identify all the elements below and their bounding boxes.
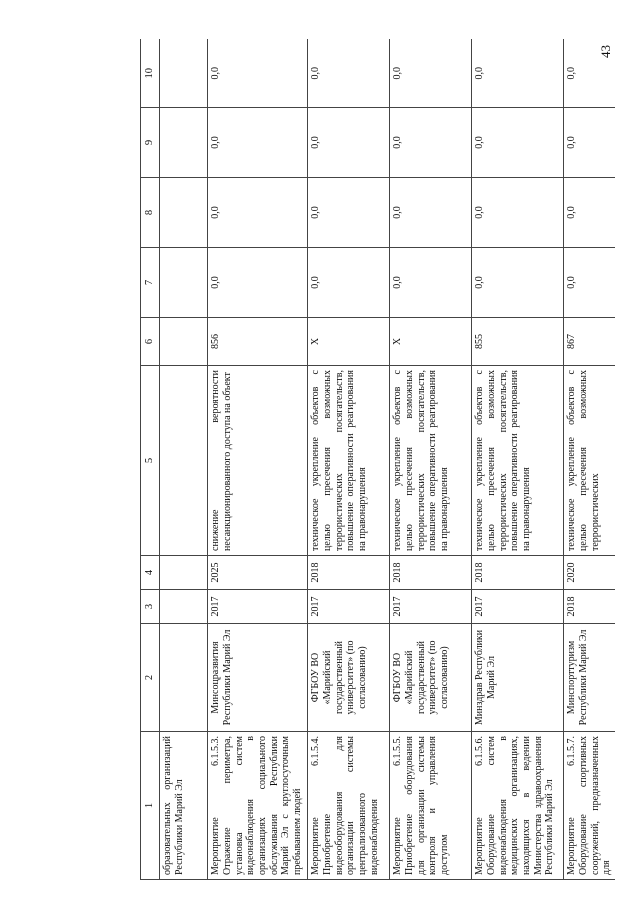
- table-row: [390, 40, 472, 880]
- col-header: 9: [141, 108, 160, 178]
- cell-executor: ФГБОУ ВО «Марийский государственный университет» (по согласованию): [308, 624, 390, 732]
- cell-executor: ФГБОУ ВО «Марийский государственный университет» (по согласованию): [390, 624, 472, 732]
- cell-value: 0,0: [208, 40, 308, 108]
- table-row: [208, 40, 308, 880]
- col-header: 2: [141, 624, 160, 732]
- cell-result: [160, 366, 208, 556]
- cell-end-year: 2018: [472, 556, 564, 590]
- rotated-table-page: [140, 40, 620, 880]
- cell-executor: [160, 624, 208, 732]
- cell-code: [160, 318, 208, 366]
- cell-value: 0,0: [390, 108, 472, 178]
- cell-value: 0,0: [390, 40, 472, 108]
- cell-measure: образовательных организаций Республики Марий Эл: [160, 732, 208, 880]
- header-row: [141, 40, 160, 880]
- cell-end-year: 2025: [208, 556, 308, 590]
- cell-value: 0,0: [564, 178, 615, 248]
- cell-value: 0,0: [390, 178, 472, 248]
- cell-value: 0,0: [208, 108, 308, 178]
- cell-measure: Мероприятие 6.1.5.6. Оборудование систем видеонаблюдения в медицинских организациях, находящихся в ведении Министерства здравоохранения Республики Марий Эл: [472, 732, 564, 880]
- cell-value: 0,0: [564, 248, 615, 318]
- cell-measure: Мероприятие 6.1.5.5. Приобретение оборудования для организации системы контроля и управления доступом: [390, 732, 472, 880]
- cell-start-year: 2017: [308, 590, 390, 624]
- col-header: 4: [141, 556, 160, 590]
- cell-result: техническое укрепление объектов с целью пресечения возможных террористических посягательств, повышение оперативности реагирования на правонарушения: [472, 366, 564, 556]
- cell-start-year: 2017: [390, 590, 472, 624]
- cell-value: [160, 108, 208, 178]
- cell-code: 856: [208, 318, 308, 366]
- cell-value: [160, 178, 208, 248]
- col-header: 8: [141, 178, 160, 248]
- cell-value: 0,0: [564, 108, 615, 178]
- cell-value: 0,0: [564, 40, 615, 108]
- cell-code: X: [390, 318, 472, 366]
- cell-measure: Мероприятие 6.1.5.7. Оборудование спортивных сооружений, предназначенных для: [564, 732, 615, 880]
- cell-value: 0,0: [472, 178, 564, 248]
- cell-start-year: 2017: [208, 590, 308, 624]
- cell-value: 0,0: [308, 178, 390, 248]
- program-measures-table: [140, 40, 615, 881]
- cell-executor: Минспорттуризм Республики Марий Эл: [564, 624, 615, 732]
- cell-end-year: [160, 556, 208, 590]
- cell-end-year: 2018: [390, 556, 472, 590]
- cell-code: 855: [472, 318, 564, 366]
- cell-code: X: [308, 318, 390, 366]
- table-row: [308, 40, 390, 880]
- cell-value: 0,0: [308, 248, 390, 318]
- table-row: [564, 40, 615, 880]
- cell-value: 0,0: [208, 178, 308, 248]
- col-header: 5: [141, 366, 160, 556]
- cell-value: 0,0: [308, 40, 390, 108]
- cell-value: 0,0: [472, 248, 564, 318]
- cell-value: [160, 248, 208, 318]
- table-row: [472, 40, 564, 880]
- cell-result: техническое укрепление объектов с целью пресечения возможных террористических: [564, 366, 615, 556]
- cell-end-year: 2020: [564, 556, 615, 590]
- col-header: 6: [141, 318, 160, 366]
- cell-value: [160, 40, 208, 108]
- cell-result: снижение вероятности несанкционированного доступа на объект: [208, 366, 308, 556]
- col-header: 1: [141, 732, 160, 880]
- col-header: 10: [141, 40, 160, 108]
- cell-measure: Мероприятие 6.1.5.3. Отражение периметра, установка систем видеонаблюдения в организациях социального обслуживания Республики Марий Эл с круглосуточным пребыванием людей: [208, 732, 308, 880]
- cell-code: 867: [564, 318, 615, 366]
- cell-value: 0,0: [472, 40, 564, 108]
- cell-result: техническое укрепление объектов с целью пресечения возможных террористических посягательств, повышение оперативности реагирования на правонарушения: [390, 366, 472, 556]
- cell-value: 0,0: [308, 108, 390, 178]
- cell-end-year: 2018: [308, 556, 390, 590]
- cell-value: 0,0: [208, 248, 308, 318]
- col-header: 7: [141, 248, 160, 318]
- cell-executor: Минсоцразвития Республики Марий Эл: [208, 624, 308, 732]
- cell-measure: Мероприятие 6.1.5.4. Приобретение видеооборудования для организации системы централизованного видеонаблюдения: [308, 732, 390, 880]
- cell-result: техническое укрепление объектов с целью пресечения возможных террористических посягательств, повышение оперативности реагирования на правонарушения: [308, 366, 390, 556]
- cell-executor: Минздрав Республики Марий Эл: [472, 624, 564, 732]
- cell-start-year: 2018: [564, 590, 615, 624]
- cell-start-year: 2017: [472, 590, 564, 624]
- table-row: [160, 40, 208, 880]
- col-header: 3: [141, 590, 160, 624]
- cell-value: 0,0: [390, 248, 472, 318]
- cell-start-year: [160, 590, 208, 624]
- cell-value: 0,0: [472, 108, 564, 178]
- page-number: 43: [598, 45, 613, 58]
